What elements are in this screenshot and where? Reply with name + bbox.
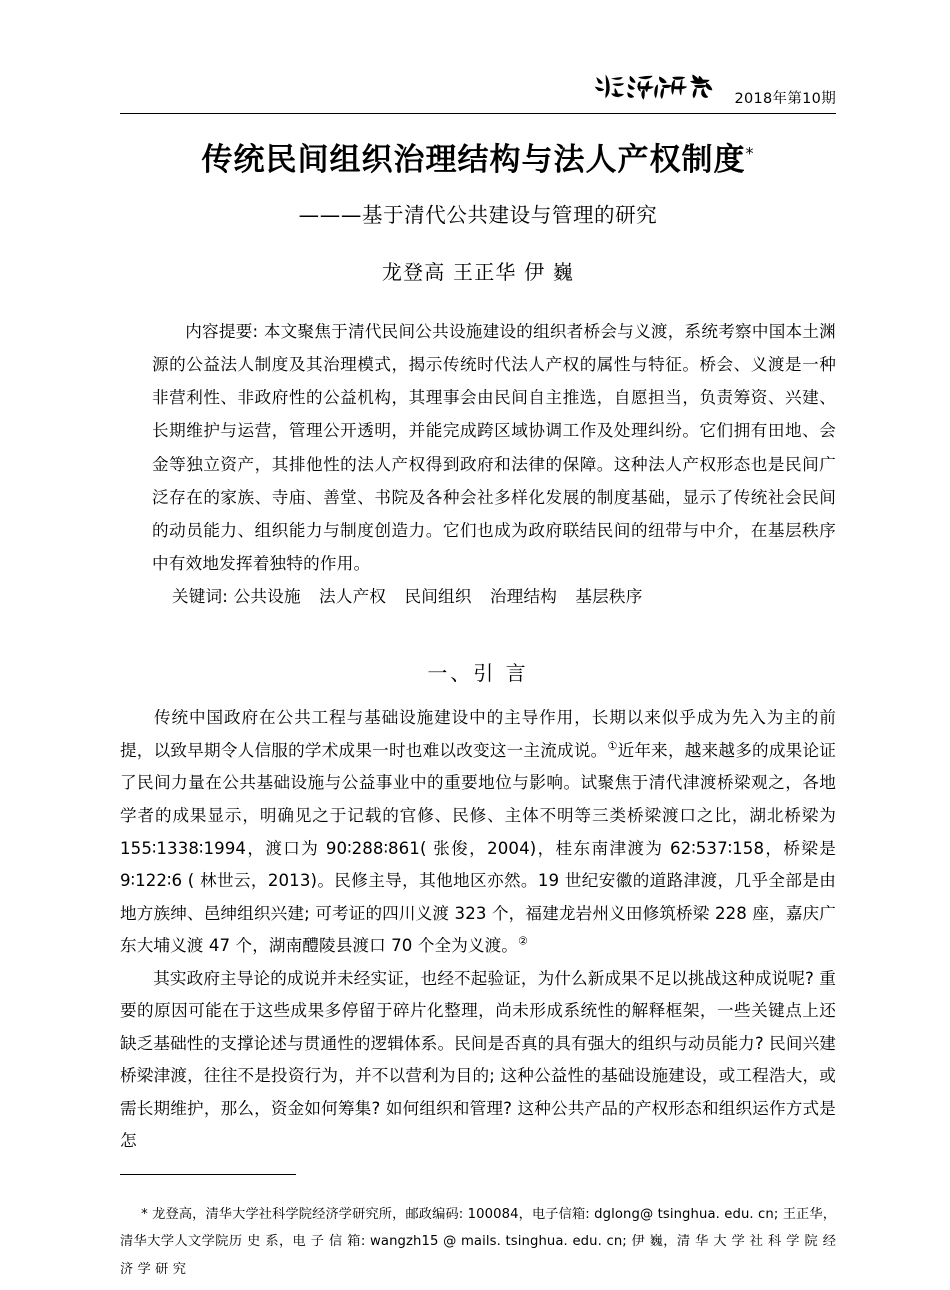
keyword-item: 法人产权	[319, 587, 387, 607]
keyword-item: 公共设施	[233, 587, 301, 607]
title-text: 传统民间组织治理结构与法人产权制度	[201, 142, 746, 178]
section-heading-introduction: 一、引 言	[427, 661, 529, 686]
running-head-inner	[592, 69, 836, 110]
paragraph-2-text: 其实政府主导论的成说并未经实证，也经不起验证，为什么新成果不足以挑战这种成说呢? 重要的原因可能在于这些成果多停留于碎片化整理，尚未形成系统性的解释框架，一些关键点上还缺乏基础性的支撑论述与贯通性的逻辑体系。民间是否真的具有强大的组织与动员能力? 民间兴建桥梁津渡，往往不是投资行为，并不以营利为目的; 这种公益性的基础设施建设，或工程浩大，或需长期维护，那么，资金如何筹集? 如何组织和管理? 这种公共产品的产权形态和组织运作方式是怎	[120, 968, 836, 1151]
keywords	[152, 580, 836, 613]
page-title	[120, 140, 836, 180]
journal-logo-icon	[592, 69, 728, 103]
issue-label: 2018年第10期	[734, 91, 836, 107]
title-footnote-marker: *	[745, 143, 755, 163]
paragraph-1-text-part-2: 近年来，越来越多的成果论证了民间力量在公共基础设施与公益事业中的重要地位与影响。试聚焦于清代津渡桥梁观之，各地学者的成果显示，明确见之于记载的官修、民修、主体不明等三类桥梁渡口之比，湖北桥梁为 155∶1338∶1994，渡口为 90∶288∶861( 张俊，2004)，桂东南津渡为 62∶537∶158，桥梁是 9∶122∶6 ( 林世云，2013)。民修主导，其他地区亦然。19 世纪安徽的道路津渡，几乎全部是由地方族绅、邑绅组织兴建; 可考证的四川义渡 323 个，福建龙岩州义田修筑桥梁 228 座，嘉庆广东大埔义渡 47 个，湖南醴陵县渡口 70 个全为义渡。	[120, 740, 836, 956]
page-content	[120, 0, 836, 1284]
footnote-ref-1: ①	[607, 739, 618, 753]
footnote-marker: *	[141, 1206, 148, 1222]
footnote-text: 龙登高，清华大学社科学院经济学研究所，邮政编码: 100084，电子信箱: dglong@ tsinghua. edu. cn; 王正华，清华大学人文学院历 史 系，电 子 信 箱: wangzh15 @ mails. tsinghua. edu. cn; 伊 巍，清 华 大 学 社 科 学 院 经 济 学 研 究	[120, 1206, 836, 1278]
body-paragraph-1	[120, 702, 836, 962]
keywords-label: 关键词:	[171, 587, 229, 607]
footnote-separator-rule	[120, 1174, 296, 1175]
running-head	[120, 0, 836, 110]
footnote-ref-2: ②	[518, 934, 528, 948]
abstract-label: 内容提要:	[185, 321, 259, 341]
paragraph-1-text-part-1: 传统中国政府在公共工程与基础设施建设中的主导作用，长期以来似乎成为先入为主的前提，以致早期令人信服的学术成果一时也难以改变这一主流成说。	[120, 708, 836, 760]
footnote-block	[120, 1201, 836, 1284]
keyword-item: 治理结构	[489, 587, 558, 607]
keyword-item: 民间组织	[404, 587, 472, 607]
keyword-item: 基层秩序	[575, 587, 643, 607]
body-paragraph-2	[120, 963, 836, 1158]
subtitle: ———基于清代公共建设与管理的研究	[298, 203, 658, 228]
header-rule	[120, 113, 836, 114]
abstract-text: 本文聚焦于清代民间公共设施建设的组织者桥会与义渡，系统考察中国本土渊源的公益法人制度及其治理模式，揭示传统时代法人产权的属性与特征。桥会、义渡是一种非营利性、非政府性的公益机构，其理事会由民间自主推选，自愿担当，负责筹资、兴建、长期维护与运营，管理公开透明，并能完成跨区域协调工作及处理纠纷。它们拥有田地、会金等独立资产，其排他性的法人产权得到政府和法律的保障。这种法人产权形态也是民间广泛存在的家族、寺庙、善堂、书院及各种会社多样化发展的制度基础，显示了传统社会民间的动员能力、组织能力与制度创造力。它们也成为政府联结民间的纽带与中介，在基层秩序中有效地发挥着独特的作用。	[152, 321, 836, 574]
author-list: 龙登高 王正华 伊 巍	[381, 259, 575, 284]
abstract	[152, 315, 836, 581]
